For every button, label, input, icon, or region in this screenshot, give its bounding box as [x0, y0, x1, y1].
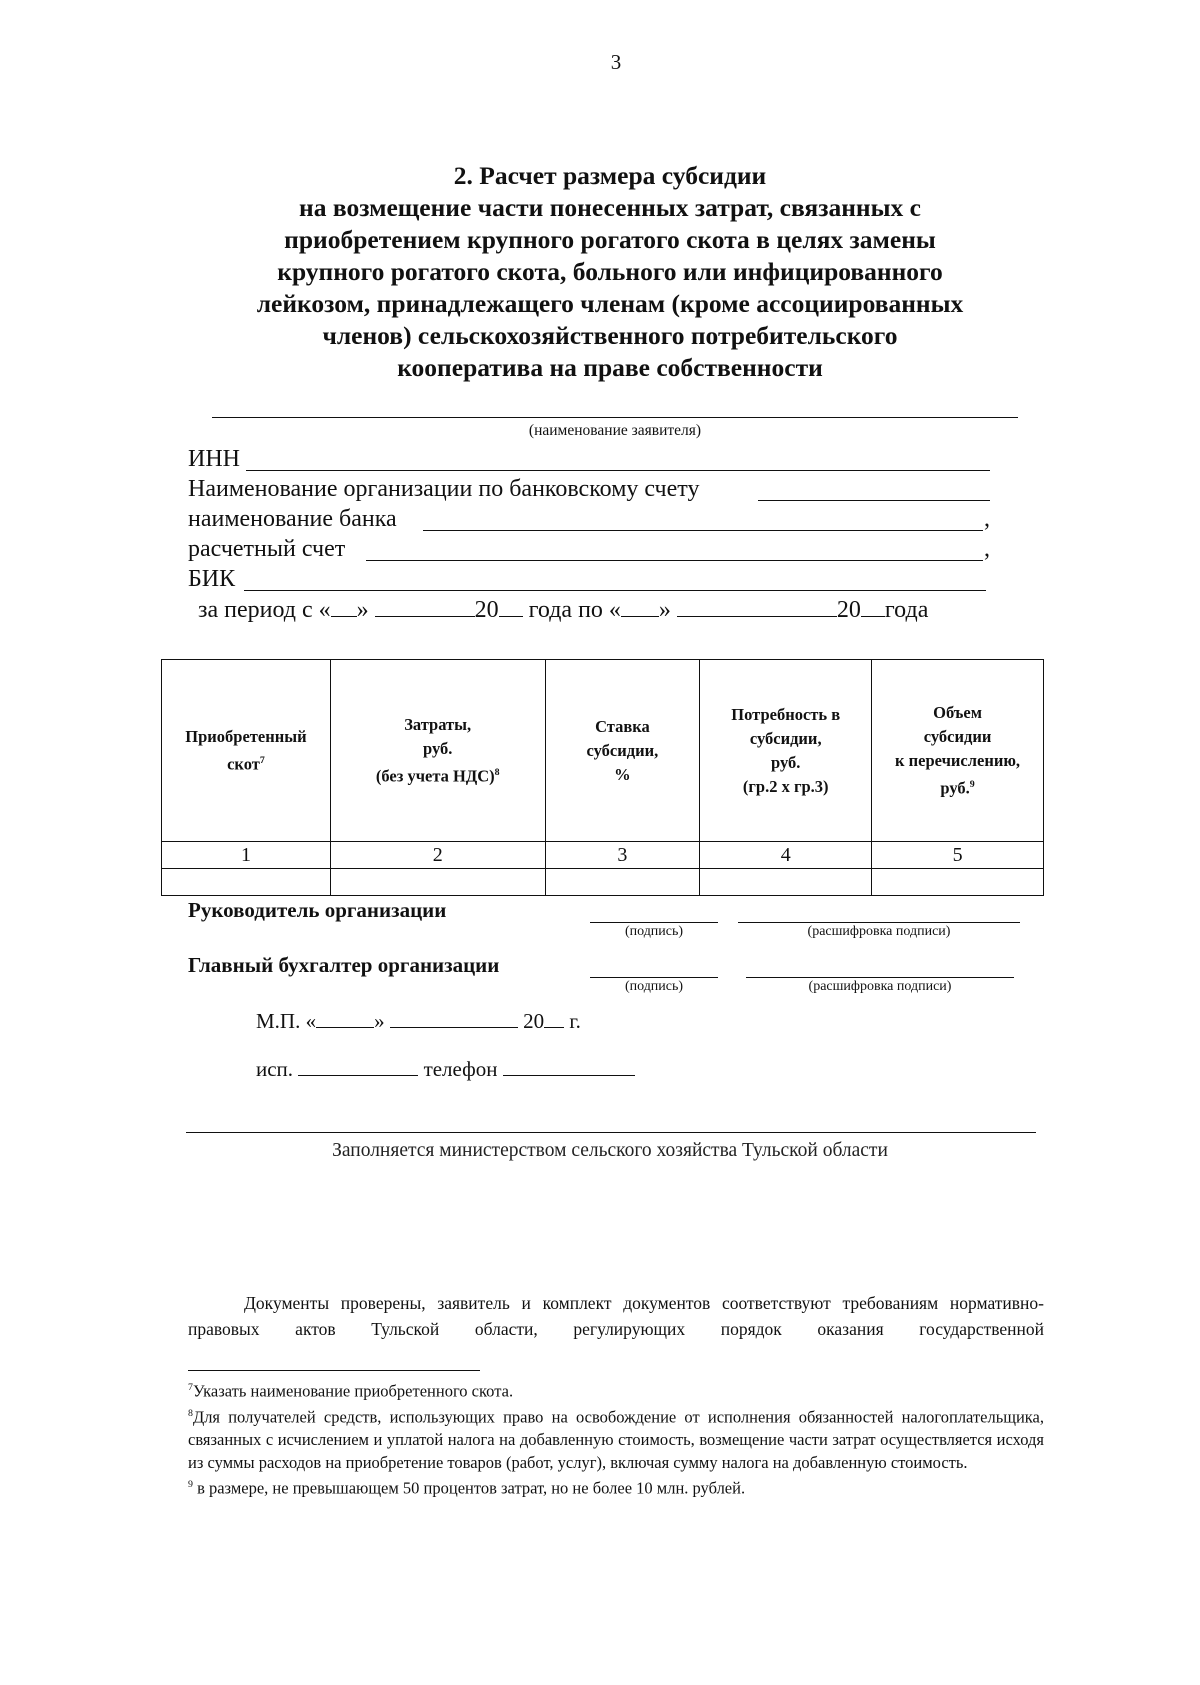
- footnote-ref: 7: [259, 754, 265, 766]
- table-row: [162, 869, 1044, 896]
- header-line: %: [614, 764, 631, 784]
- header-line: Затраты,: [404, 714, 472, 734]
- accountant-signature-label: Главный бухгалтер организации: [188, 953, 500, 977]
- period-end-year-field[interactable]: [861, 596, 885, 617]
- header-line: Приобретенный: [185, 726, 307, 746]
- accountant-signature-field[interactable]: [590, 977, 718, 978]
- stamp-label: М.П. «: [256, 1009, 317, 1033]
- phone-field[interactable]: [503, 1055, 635, 1076]
- subsidy-calc-table: [161, 659, 1044, 896]
- stamp-month-field[interactable]: [390, 1007, 518, 1028]
- header-line: скот: [227, 754, 260, 774]
- table-header-row: [162, 660, 1044, 842]
- ministry-note: Заполняется министерством сельского хозяйства Тульской области: [332, 1140, 888, 1161]
- stamp-year-prefix: 20: [523, 1009, 545, 1033]
- header-line: субсидии,: [586, 740, 659, 760]
- org-name-label: Наименование организации по банковскому счету: [188, 476, 700, 502]
- bik-field[interactable]: [244, 590, 986, 591]
- table-cell-rate[interactable]: [545, 869, 700, 896]
- executor-field[interactable]: [298, 1055, 418, 1076]
- footnote-separator: [188, 1370, 480, 1371]
- table-cell-volume[interactable]: [872, 869, 1044, 896]
- stamp-day-field[interactable]: [316, 1007, 374, 1028]
- stamp-year-suffix: г.: [569, 1009, 581, 1033]
- decode-caption: (расшифровка подписи): [807, 924, 951, 939]
- title-line: на возмещение части понесенных затрат, связанных с: [299, 193, 921, 222]
- account-field[interactable]: [366, 560, 983, 561]
- period-quote2: »: [658, 597, 671, 623]
- title-line: лейкозом, принадлежащего членам (кроме ассоциированных: [256, 289, 964, 318]
- header-line: субсидии,: [749, 728, 822, 748]
- footnote: [188, 1474, 1044, 1500]
- contact-line: [256, 1055, 635, 1082]
- table-cell-livestock[interactable]: [162, 869, 331, 896]
- header-line: руб.: [423, 738, 453, 758]
- period-start-year-field[interactable]: [499, 596, 523, 617]
- org-name-field[interactable]: [758, 500, 990, 501]
- column-header: [330, 660, 545, 842]
- column-number: 2: [330, 842, 545, 869]
- period-end-year-prefix: 20: [836, 597, 861, 623]
- account-comma: ,: [984, 536, 990, 562]
- header-line: Потребность в: [731, 704, 841, 724]
- title-line: крупного рогатого скота, больного или инфицированного: [277, 257, 943, 286]
- header-line: субсидии: [923, 726, 992, 746]
- title-line: 2. Расчет размера субсидии: [453, 161, 767, 190]
- head-signature-label: Руководитель организации: [188, 898, 447, 922]
- phone-label: телефон: [423, 1057, 498, 1081]
- column-number: 4: [700, 842, 872, 869]
- signature-caption: (подпись): [624, 979, 684, 994]
- table-cell-costs[interactable]: [330, 869, 545, 896]
- page-number: 3: [610, 50, 622, 74]
- inn-field[interactable]: [246, 470, 990, 471]
- column-header: [872, 660, 1044, 842]
- signature-caption: (подпись): [624, 924, 684, 939]
- column-number: 5: [872, 842, 1044, 869]
- header-line: к перечислению,: [895, 750, 1021, 770]
- separator-line: [186, 1132, 1036, 1133]
- bik-label: БИК: [188, 566, 236, 592]
- footnote-ref: 8: [494, 766, 500, 778]
- stamp-quote: »: [374, 1009, 385, 1033]
- column-header: [162, 660, 331, 842]
- column-number: 1: [162, 842, 331, 869]
- period-quote: »: [356, 597, 369, 623]
- footnote: [188, 1403, 1044, 1474]
- period-mid: года по «: [528, 597, 621, 623]
- bank-name-comma: ,: [984, 506, 990, 532]
- account-label: расчетный счет: [188, 536, 346, 562]
- header-line: Ставка: [595, 716, 650, 736]
- period-start-year-prefix: 20: [474, 597, 499, 623]
- column-number: 3: [545, 842, 700, 869]
- period-end-month-field[interactable]: [677, 596, 837, 617]
- bank-name-field[interactable]: [423, 530, 983, 531]
- period-end-day-field[interactable]: [621, 596, 659, 617]
- footnote-mark: 7: [188, 1382, 193, 1393]
- period-prefix: за период с «: [198, 597, 331, 623]
- bank-name-label: наименование банка: [188, 506, 397, 532]
- footnote-text: Указать наименование приобретенного скота.: [192, 1381, 514, 1401]
- column-header: [700, 660, 872, 842]
- column-header: [545, 660, 700, 842]
- footnote-mark: 9: [188, 1479, 193, 1490]
- footnotes: [188, 1377, 1044, 1500]
- applicant-name-line[interactable]: [212, 417, 1018, 418]
- applicant-caption: (наименование заявителя): [528, 422, 702, 439]
- footnote: [188, 1377, 1044, 1403]
- executor-label: исп.: [256, 1057, 294, 1081]
- head-decode-field[interactable]: [738, 922, 1020, 923]
- footnote-text: в размере, не превышающем 50 процентов затрат, но не более 10 млн. рублей.: [192, 1478, 746, 1498]
- verification-text: [188, 1290, 1044, 1342]
- decode-caption: (расшифровка подписи): [808, 979, 952, 994]
- verification-paragraph: Документы проверены, заявитель и комплект документов соответствуют требованиям нормативно-правовых актов Тульской области, регулирующих порядок оказания государственной: [188, 1293, 1044, 1339]
- title-line: приобретением крупного рогатого скота в целях замены: [284, 225, 936, 254]
- accountant-decode-field[interactable]: [746, 977, 1014, 978]
- section-title: [180, 160, 1040, 384]
- header-line: Объем: [933, 702, 982, 722]
- header-line: руб.: [940, 778, 970, 798]
- footnote-ref: 9: [969, 778, 975, 790]
- period-start-month-field[interactable]: [375, 596, 475, 617]
- footnote-mark: 8: [188, 1408, 193, 1419]
- head-signature-field[interactable]: [590, 922, 718, 923]
- inn-label: ИНН: [188, 446, 240, 472]
- stamp-year-field[interactable]: [544, 1007, 564, 1028]
- period-line: [198, 596, 928, 624]
- title-line: членов) сельскохозяйственного потребительского: [322, 321, 898, 350]
- header-line: руб.: [771, 752, 801, 772]
- header-line: (гр.2 х гр.3): [742, 776, 829, 796]
- table-cell-need[interactable]: [700, 869, 872, 896]
- period-start-day-field[interactable]: [331, 596, 357, 617]
- footnote-text: Для получателей средств, использующих право на освобождение от исполнения обязанностей налогоплательщика, связанных с исчислением и уплатой налога на добавленную стоимость, возмещение части затрат осуществляется исходя из суммы расходов на приобретение товаров (работ, услуг), включая сумму налога на добавленную стоимость.: [188, 1407, 1044, 1472]
- stamp-date-line: [256, 1007, 581, 1034]
- header-line: (без учета НДС): [375, 766, 495, 786]
- column-number-row: [162, 842, 1044, 869]
- period-suffix: года: [884, 597, 929, 623]
- title-line: кооператива на праве собственности: [397, 353, 823, 382]
